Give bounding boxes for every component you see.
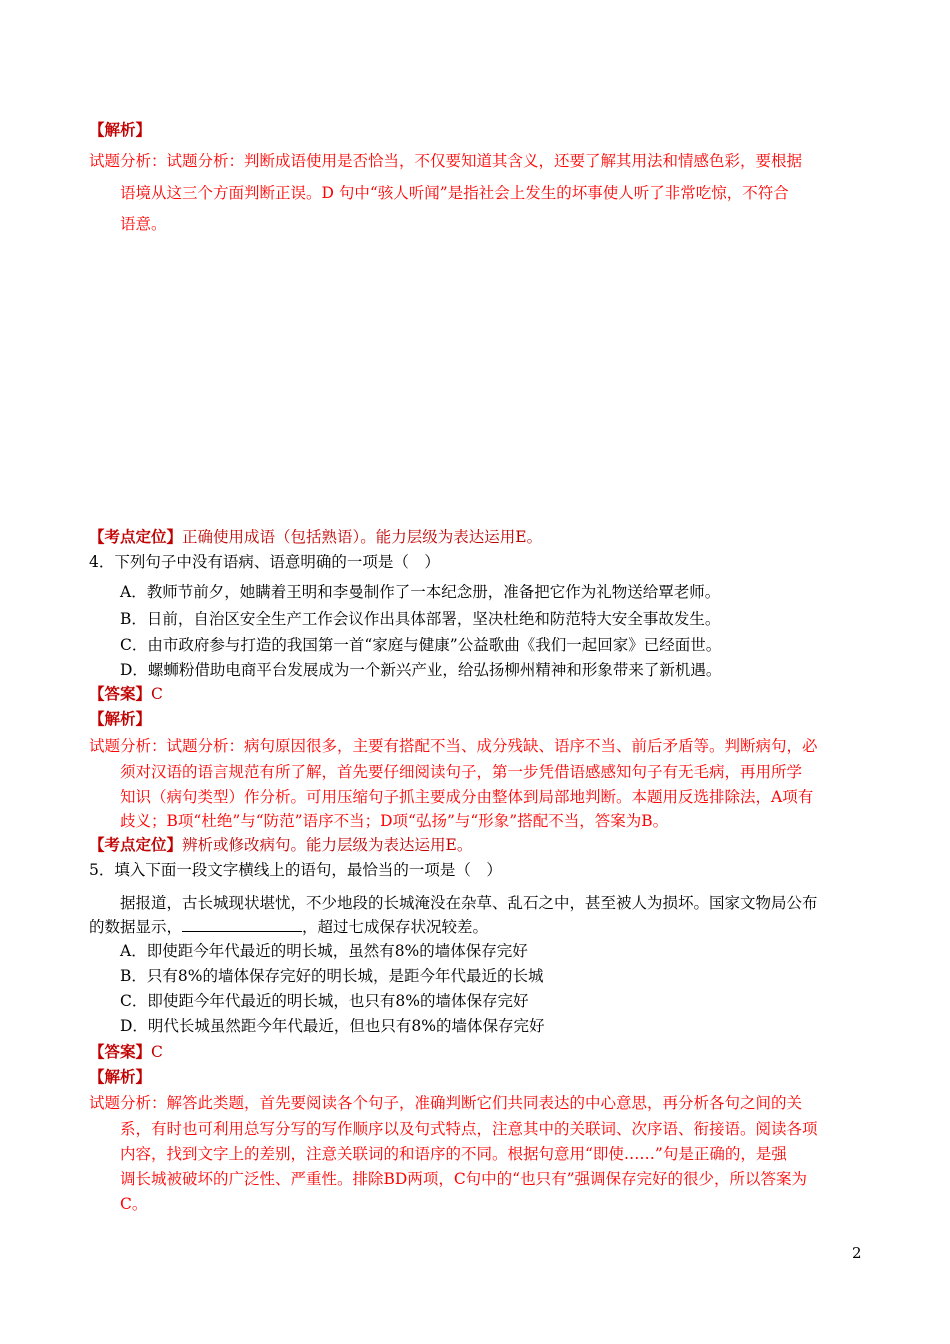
- analysis-line: 语意。: [120, 215, 167, 233]
- jiexi-label: 【解析】: [89, 709, 152, 728]
- passage-text: ，超过七成保存状况较差。: [302, 918, 489, 936]
- answer-value: C: [151, 1043, 163, 1061]
- q4-option-b: B．日前，自治区安全生产工作会议作出具体部署，坚决杜绝和防范特大安全事故发生。: [120, 610, 721, 628]
- q5-option-b: B．只有8%的墙体保存完好的明长城，是距今年代最近的长城: [120, 967, 544, 985]
- kaodian-label: 【考点定位】: [89, 527, 183, 546]
- page-number: 2: [852, 1244, 862, 1262]
- fill-in-blank: [182, 917, 302, 932]
- analysis-line: 须对汉语的语言规范有所了解，首先要仔细阅读句子，第一步凭借语感感知句子有无毛病，再用所学: [120, 763, 803, 781]
- answer-label: 【答案】: [89, 684, 152, 703]
- q5-option-d: D．明代长城虽然距今年代最近，但也只有8%的墙体保存完好: [120, 1017, 545, 1035]
- kaodian-row: [89, 527, 542, 547]
- analysis-line: 歧义；B项“杜绝”与“防范”语序不当；D项“弘扬”与“形象”搭配不当，答案为B。: [120, 812, 669, 830]
- answer-value: C: [151, 685, 163, 703]
- analysis-line: 系，有时也可利用总写分写的写作顺序以及句式特点，注意其中的关联词、次序语、衔接语。阅读各项: [120, 1120, 818, 1138]
- q5-answer-row: [89, 1042, 163, 1062]
- question-4-stem: 4．下列句子中没有语病、语意明确的一项是（ ）: [89, 553, 440, 571]
- q5-passage-line: 据报道，古长城现状堪忧，不少地段的长城淹没在杂草、乱石之中，甚至被人为损坏。国家文物局公布: [120, 894, 818, 912]
- analysis-line: 调长城被破坏的广泛性、严重性。排除BD两项，C句中的“也只有”强调保存完好的很少，所以答案为: [120, 1170, 808, 1188]
- jiexi-label: 【解析】: [89, 1067, 152, 1086]
- question-5-stem: 5．填入下面一段文字横线上的语句，最恰当的一项是（ ）: [89, 861, 502, 879]
- analysis-line: 试题分析：试题分析：病句原因很多，主要有搭配不当、成分残缺、语序不当、前后矛盾等。判断病句，必: [89, 737, 818, 755]
- kaodian-text: 正确使用成语（包括熟语）。能力层级为表达运用E。: [182, 528, 543, 546]
- kaodian-label: 【考点定位】: [89, 835, 183, 854]
- q4-option-a: A．教师节前夕，她瞒着王明和李曼制作了一本纪念册，准备把它作为礼物送给覃老师。: [120, 583, 721, 601]
- q5-option-c: C．即使距今年代最近的明长城，也只有8%的墙体保存完好: [120, 992, 529, 1010]
- q5-option-a: A．即使距今年代最近的明长城，虽然有8%的墙体保存完好: [120, 942, 528, 960]
- analysis-line: C。: [120, 1195, 148, 1213]
- kaodian-row: [89, 835, 472, 855]
- passage-text: 的数据显示，: [89, 918, 183, 936]
- analysis-line: 内容，找到文字上的差别，注意关联词的和语序的不同。根据句意用“即使……”句是正确的，是强: [120, 1145, 787, 1163]
- analysis-line: 试题分析：解答此类题，首先要阅读各个句子，准确判断它们共同表达的中心意思，再分析各句之间的关: [89, 1094, 803, 1112]
- jiexi-label: 【解析】: [89, 120, 152, 139]
- answer-label: 【答案】: [89, 1042, 152, 1061]
- q4-option-c: C．由市政府参与打造的我国第一首“家庭与健康”公益歌曲《我们一起回家》已经面世。: [120, 636, 722, 654]
- analysis-line: 语境从这三个方面判断正误。D 句中“骇人听闻”是指社会上发生的坏事使人听了非常吃惊，不符合: [120, 184, 789, 202]
- q5-passage-line: [89, 917, 488, 937]
- q4-answer-row: [89, 684, 163, 704]
- kaodian-text: 辨析或修改病句。能力层级为表达运用E。: [182, 836, 473, 854]
- q4-option-d: D．螺蛳粉借助电商平台发展成为一个新兴产业，给弘扬柳州精神和形象带来了新机遇。: [120, 661, 722, 679]
- analysis-line: 试题分析：试题分析：判断成语使用是否恰当，不仅要知道其含义，还要了解其用法和情感色彩，要根据: [89, 152, 803, 170]
- analysis-line: 知识（病句类型）作分析。可用压缩句子抓主要成分由整体到局部地判断。本题用反选排除法，A项有: [120, 788, 814, 806]
